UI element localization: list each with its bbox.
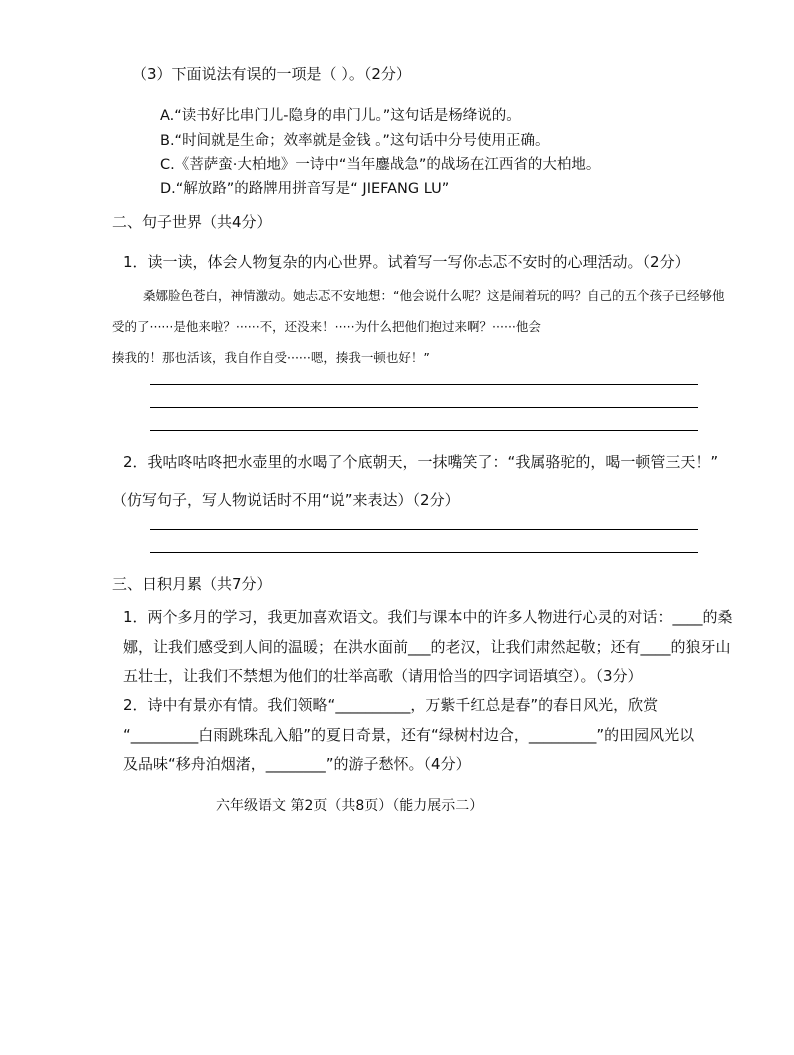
question-3: （3）下面说法有误的一项是（ ）。（2分） xyxy=(132,65,411,83)
part3-question-2-line-3: 及品味“移舟泊烟渚，________”的游子愁怀。（4分） xyxy=(123,755,471,773)
answer-line[interactable] xyxy=(150,430,698,431)
option-b: B.“时间就是生命；效率就是金钱 。”这句话中分号使用正确。 xyxy=(160,133,550,149)
page-footer: 六年级语文 第2页（共8页）（能力展示二） xyxy=(216,798,484,814)
section-heading-2: 二、句子世界（共4分） xyxy=(112,213,272,231)
part3-question-1-line-1: 1．两个多月的学习，我更加喜欢语文。我们与课本中的许多人物进行心灵的对话：____的桑 xyxy=(123,608,733,626)
answer-line[interactable] xyxy=(150,529,698,530)
part3-question-2-line-1: 2．诗中有景亦有情。我们领略“__________，万紫千红总是春”的春日风光，欣赏 xyxy=(123,696,659,714)
answer-line[interactable] xyxy=(150,407,698,408)
part2-question-2: 2．我咕咚咕咚把水壶里的水喝了个底朝天，一抹嘴笑了：“我属骆驼的，喝一顿管三天！” xyxy=(123,453,719,471)
passage-line-2: 受的了······是他来啦？······不，还没来！·····为什么把他们抱过来啊？······他会 xyxy=(112,319,541,334)
passage-line-3: 揍我的！那也活该，我自作自受······嗯，揍我一顿也好！” xyxy=(112,350,430,365)
answer-line[interactable] xyxy=(150,552,698,553)
option-c: C.《菩萨蛮·大柏地》一诗中“当年鏖战急”的战场在江西省的大柏地。 xyxy=(160,157,601,173)
part2-question-2-note: （仿写句子，写人物说话时不用“说”来表达）（2分） xyxy=(112,491,460,509)
answer-line[interactable] xyxy=(150,384,698,385)
part2-question-1: 1．读一读，体会人物复杂的内心世界。试着写一写你忐忑不安时的心理活动。（2分） xyxy=(123,253,690,271)
part3-question-1-line-2: 娜，让我们感受到人间的温暖；在洪水面前___的老汉，让我们肃然起敬；还有____的狼牙山 xyxy=(123,638,731,656)
option-a: A.“读书好比串门儿-隐身的串门儿。”这句话是杨绛说的。 xyxy=(160,108,521,124)
part3-question-1-line-3: 五壮士，让我们不禁想为他们的壮举高歌（请用恰当的四字词语填空）。（3分） xyxy=(123,667,643,685)
part3-question-2-line-2: “_________白雨跳珠乱入船”的夏日奇景，还有“绿树村边合，_________”的田园风光以 xyxy=(123,726,695,744)
passage-line-1: 桑娜脸色苍白，神情激动。她忐忑不安地想：“他会说什么呢？这是闹着玩的吗？自己的五个孩子已经够他 xyxy=(143,288,725,303)
section-heading-3: 三、日积月累（共7分） xyxy=(112,575,272,593)
option-d: D.“解放路”的路牌用拼音写是“ JIEFANG LU” xyxy=(160,181,450,197)
